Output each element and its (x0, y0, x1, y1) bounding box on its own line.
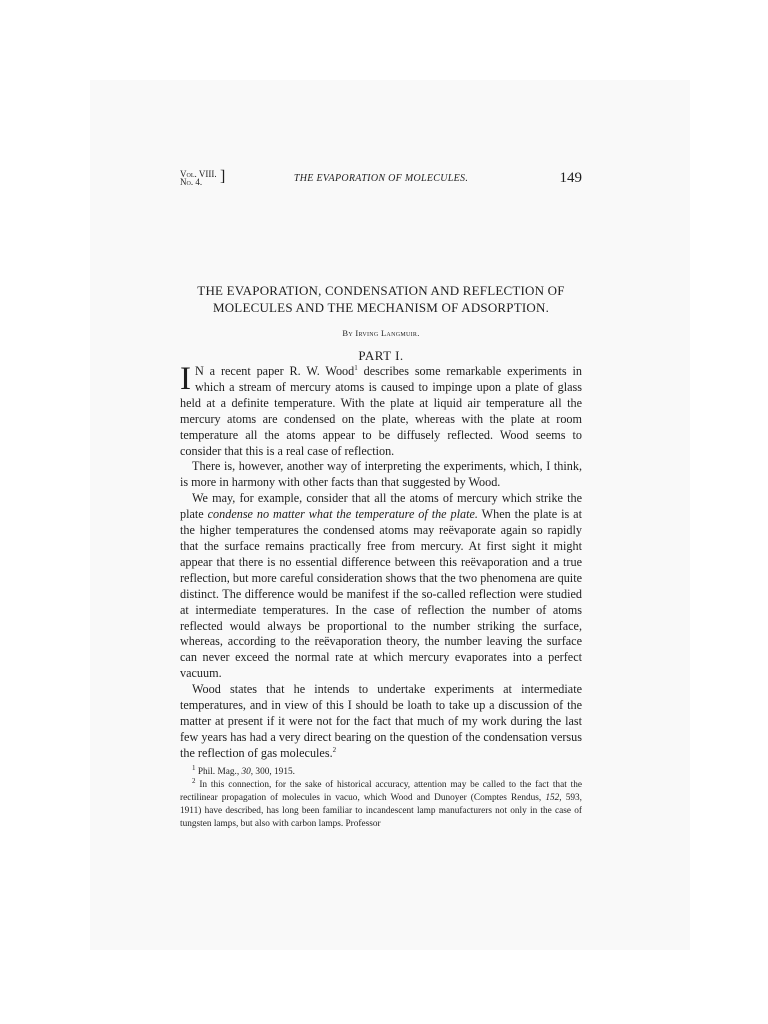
footnote-2-text-a: In this connection, for the sake of historical accuracy, attention may be called to the fact that the rectilinear propagation of molecules in vacuo, which Wood and Dunoyer (Comptes Rendus, (180, 779, 582, 804)
paragraph-2: There is, however, another way of interpreting the experiments, which, I think, is more in harmony with other facts than that suggested by Wood. (180, 459, 582, 490)
footnote-1 (180, 763, 582, 779)
article-title-line-1: THE EVAPORATION, CONDENSATION AND REFLECTION OF (197, 283, 565, 298)
author-byline: By Irving Langmuir. (342, 328, 420, 338)
paragraph-3-text-b: When the plate is at the higher temperatures the condensed atoms may reëvaporate again so rapidly that the surface remains practically free from mercury. At first sight it might appear that there is no essential difference between this reëvaporation and a true reflection, but more careful consideration shows that the two phenomena are quite distinct. The difference would be manifest if the so-called reflection were studied at intermediate temperatures. In the case of reflection the number of atoms reflected would always be proportional to the number striking the surface, whereas, according to the reëvaporation theory, the number leaving the surface can never exceed the normal rate at which mercury evaporates into a perfect vacuum. (180, 507, 582, 681)
footnote-1-text-b: , 300, 1915. (250, 766, 295, 777)
paragraph-3-emphasis: condense no matter what the temperature of the plate. (207, 507, 478, 522)
footnote-1-text-a: Phil. Mag., (195, 766, 242, 777)
footnotes (180, 763, 582, 832)
paragraph-4-text: Wood states that he intends to undertake experiments at intermediate temperatures, and in view of this I should be loath to take up a discussion of the matter at present if it were not for the fact that much of my work during the last few years has had a very direct bearing on the question of the condensation versus the reflection of gas molecules. (180, 682, 582, 760)
volume-bracket: ] (220, 168, 226, 185)
footnote-2-volume: 152 (545, 793, 560, 804)
issue-label: No. 4. (180, 177, 203, 187)
body-text (180, 361, 582, 762)
article-title (180, 282, 582, 316)
footnote-ref-2: 2 (332, 745, 337, 754)
running-head-title: THE EVAPORATION OF MOLECULES. (293, 173, 469, 184)
page-content (180, 170, 582, 832)
footnote-2 (180, 776, 582, 832)
article-title-line-2: MOLECULES AND THE MECHANISM OF ADSORPTION. (212, 300, 550, 315)
paragraph-1-text-a: N a recent paper R. W. Wood (195, 364, 355, 378)
footnote-2-text-b: , 593, 1911) have described, has long been familiar to incandescent lamp manufacturers not only in the case of tungsten lamps, but also with carbon lamps. Professor (180, 793, 582, 830)
footnote-1-volume: 30 (241, 766, 251, 777)
paragraph-1 (180, 361, 582, 459)
footnote-2-marker: 2 (192, 776, 196, 785)
section-heading: PART I. (358, 348, 404, 363)
running-head (180, 170, 582, 190)
volume-label: Vol. VIII. (180, 169, 217, 179)
page-number: 149 (559, 170, 582, 186)
drop-cap: I (180, 361, 191, 397)
paragraph-3-text-a: We may, for example, consider that all the atoms of mercury which strike the plate (180, 491, 582, 522)
footnote-1-marker: 1 (192, 763, 196, 772)
paragraph-1-text-b: describes some remarkable experiments in which a stream of mercury atoms is caused to impinge upon a plate of glass held at a definite temperature. With the plate at liquid air temperature all the mercury atoms are condensed on the plate, whereas with the plate at room temperature all the atoms appear to be diffusely reflected. Wood seems to consider that this is a real case of reflection. (180, 364, 582, 458)
paragraph-3 (180, 491, 582, 682)
paragraph-4 (180, 682, 582, 762)
footnote-ref-1: 1 (354, 363, 358, 372)
